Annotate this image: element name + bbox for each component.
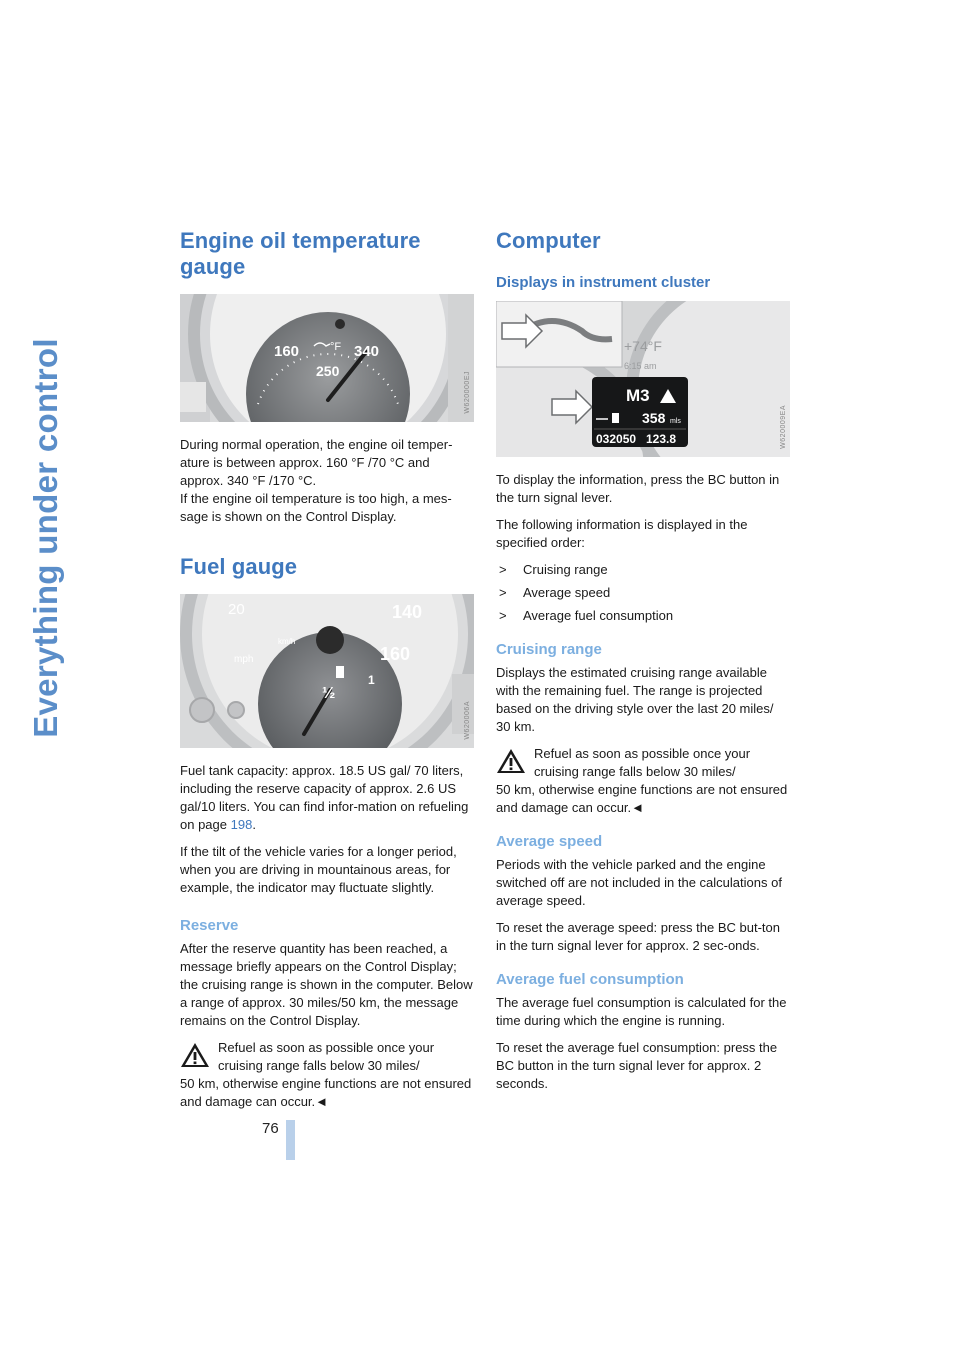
cluster-range: 358	[642, 410, 666, 426]
fuel-paragraph-2: If the tilt of the vehicle varies for a longer period, when you are driving in mountainous areas, for example, the indicator may fluctuate slightly.	[180, 844, 457, 895]
fuel-gauge-label-half: ½	[322, 685, 336, 702]
displays-paragraph-2: The following information is displayed in the specified order:	[496, 517, 748, 550]
reserve-warning-line-2: cruising range falls below 30 miles/	[218, 1058, 420, 1073]
side-chapter-tab	[28, 228, 64, 848]
left-column	[180, 228, 474, 1121]
reserve-warning-rest: 50 km, otherwise engine functions are not ensured and damage can occur.◄	[180, 1076, 472, 1109]
side-chapter-title: Everything under control	[27, 338, 65, 738]
fuel-gauge-label-20: 20	[228, 601, 245, 618]
reserve-warning	[180, 1039, 474, 1111]
warning-triangle-icon	[180, 1042, 210, 1068]
oil-gauge-label-low: 160	[274, 343, 300, 360]
oil-temp-heading: Engine oil temperature gauge	[180, 228, 421, 279]
cluster-fuel-icon	[612, 413, 619, 423]
fuel-pump-icon	[336, 666, 344, 678]
fuel-paragraph-1-end: .	[252, 817, 256, 832]
page-bar	[286, 1120, 295, 1160]
computer-heading: Computer	[496, 228, 601, 253]
list-item-label: Average fuel consumption	[523, 608, 674, 623]
cluster-temp: +74°F	[624, 338, 662, 354]
average-speed-heading: Average speed	[496, 833, 603, 850]
fuel-gauge-label-140: 140	[392, 602, 423, 622]
reserve-heading: Reserve	[180, 917, 239, 934]
cruising-paragraph-1: Displays the estimated cruising range available with the remaining fuel. The range is projected based on the driving style over the last 20 miles/ 30 km.	[496, 665, 774, 734]
fuel-paragraph-1-text: Fuel tank capacity: approx. 18.5 US gal/ 70 liters, including the reserve capacity of approx. 2.6 US gal/10 liters. You can find infor-mation on refueling on page	[180, 763, 469, 832]
fuel-paragraph-1	[180, 762, 474, 834]
warning-triangle-icon	[496, 748, 526, 774]
cluster-figure-code: W620009EA	[780, 405, 787, 449]
list-item	[496, 607, 790, 625]
oil-figure-code: W620000EJ	[464, 371, 471, 414]
oil-gauge-unit: °F	[330, 341, 342, 353]
fuel-gauge-label-160: 160	[380, 644, 411, 664]
oil-gauge-label-mid: 250	[316, 363, 340, 379]
avg-fuel-paragraph-2: To reset the average fuel consumption: press the BC button in the turn signal lever for approx. 2 seconds.	[496, 1040, 778, 1091]
cluster-range-unit: mls	[670, 418, 681, 425]
fuel-figure-code: W620006A	[464, 701, 471, 740]
cluster-odometer: 032050	[596, 432, 637, 446]
cluster-trip: 123.8	[646, 432, 677, 446]
displays-heading: Displays in instrument cluster	[496, 274, 711, 291]
oil-temp-gauge-image	[180, 294, 474, 422]
instrument-cluster-figure	[496, 301, 790, 457]
cruising-range-heading: Cruising range	[496, 641, 602, 658]
bullet-mark: >	[499, 585, 507, 600]
cruising-warning-rest: 50 km, otherwise engine functions are not ensured and damage can occur.◄	[496, 782, 788, 815]
oil-gauge-label-high: 340	[354, 343, 380, 360]
reserve-warning-line-1: Refuel as soon as possible once your	[218, 1040, 435, 1055]
average-fuel-heading: Average fuel consumption	[496, 971, 684, 988]
cluster-mode: M3	[626, 386, 650, 405]
right-column	[496, 228, 790, 1102]
list-item	[496, 584, 790, 602]
avg-speed-paragraph-1: Periods with the vehicle parked and the engine switched off are not included in the calculations of average speed.	[496, 857, 782, 908]
bullet-mark: >	[499, 562, 507, 577]
instrument-cluster-image	[496, 301, 790, 457]
list-item-label: Cruising range	[523, 562, 608, 577]
oil-temp-gauge-figure	[180, 294, 474, 422]
list-item-label: Average speed	[523, 585, 611, 600]
fuel-gauge-heading: Fuel gauge	[180, 554, 298, 579]
fuel-gauge-unit-mph: mph	[234, 654, 254, 665]
cruising-warning-line-1: Refuel as soon as possible once your	[534, 746, 751, 761]
avg-speed-paragraph-2: To reset the average speed: press the BC but-ton in the turn signal lever for approx. 2 sec-onds.	[496, 920, 781, 953]
list-item	[496, 561, 790, 579]
cluster-time: 6:15 am	[624, 361, 657, 371]
page-number: 76	[262, 1120, 279, 1137]
displays-paragraph-1: To display the information, press the BC button in the turn signal lever.	[496, 472, 780, 505]
refueling-page-link[interactable]: 198	[230, 817, 253, 832]
oil-paragraph-2: If the engine oil temperature is too high, a mes-sage is shown on the Control Display.	[180, 491, 452, 524]
cruising-warning	[496, 745, 790, 817]
display-order-list	[496, 561, 790, 625]
bullet-mark: >	[499, 608, 507, 623]
fuel-gauge-image	[180, 594, 474, 748]
fuel-gauge-unit-kmh: km/h	[278, 637, 296, 646]
fuel-gauge-label-one: 1	[368, 673, 375, 687]
avg-fuel-paragraph-1: The average fuel consumption is calculated for the time during which the engine is running.	[496, 995, 787, 1028]
oil-paragraph-1: During normal operation, the engine oil temper-ature is between approx. 160 °F /70 °C and approx. 340 °F /170 °C.	[180, 437, 453, 488]
cruising-warning-line-2: cruising range falls below 30 miles/	[534, 764, 736, 779]
fuel-gauge-figure	[180, 594, 474, 748]
reserve-paragraph-1: After the reserve quantity has been reached, a message briefly appears on the Control Display; the cruising range is shown in the computer. Below a range of approx. 30 miles/50 km, the message remains on the Control Display.	[180, 941, 473, 1028]
